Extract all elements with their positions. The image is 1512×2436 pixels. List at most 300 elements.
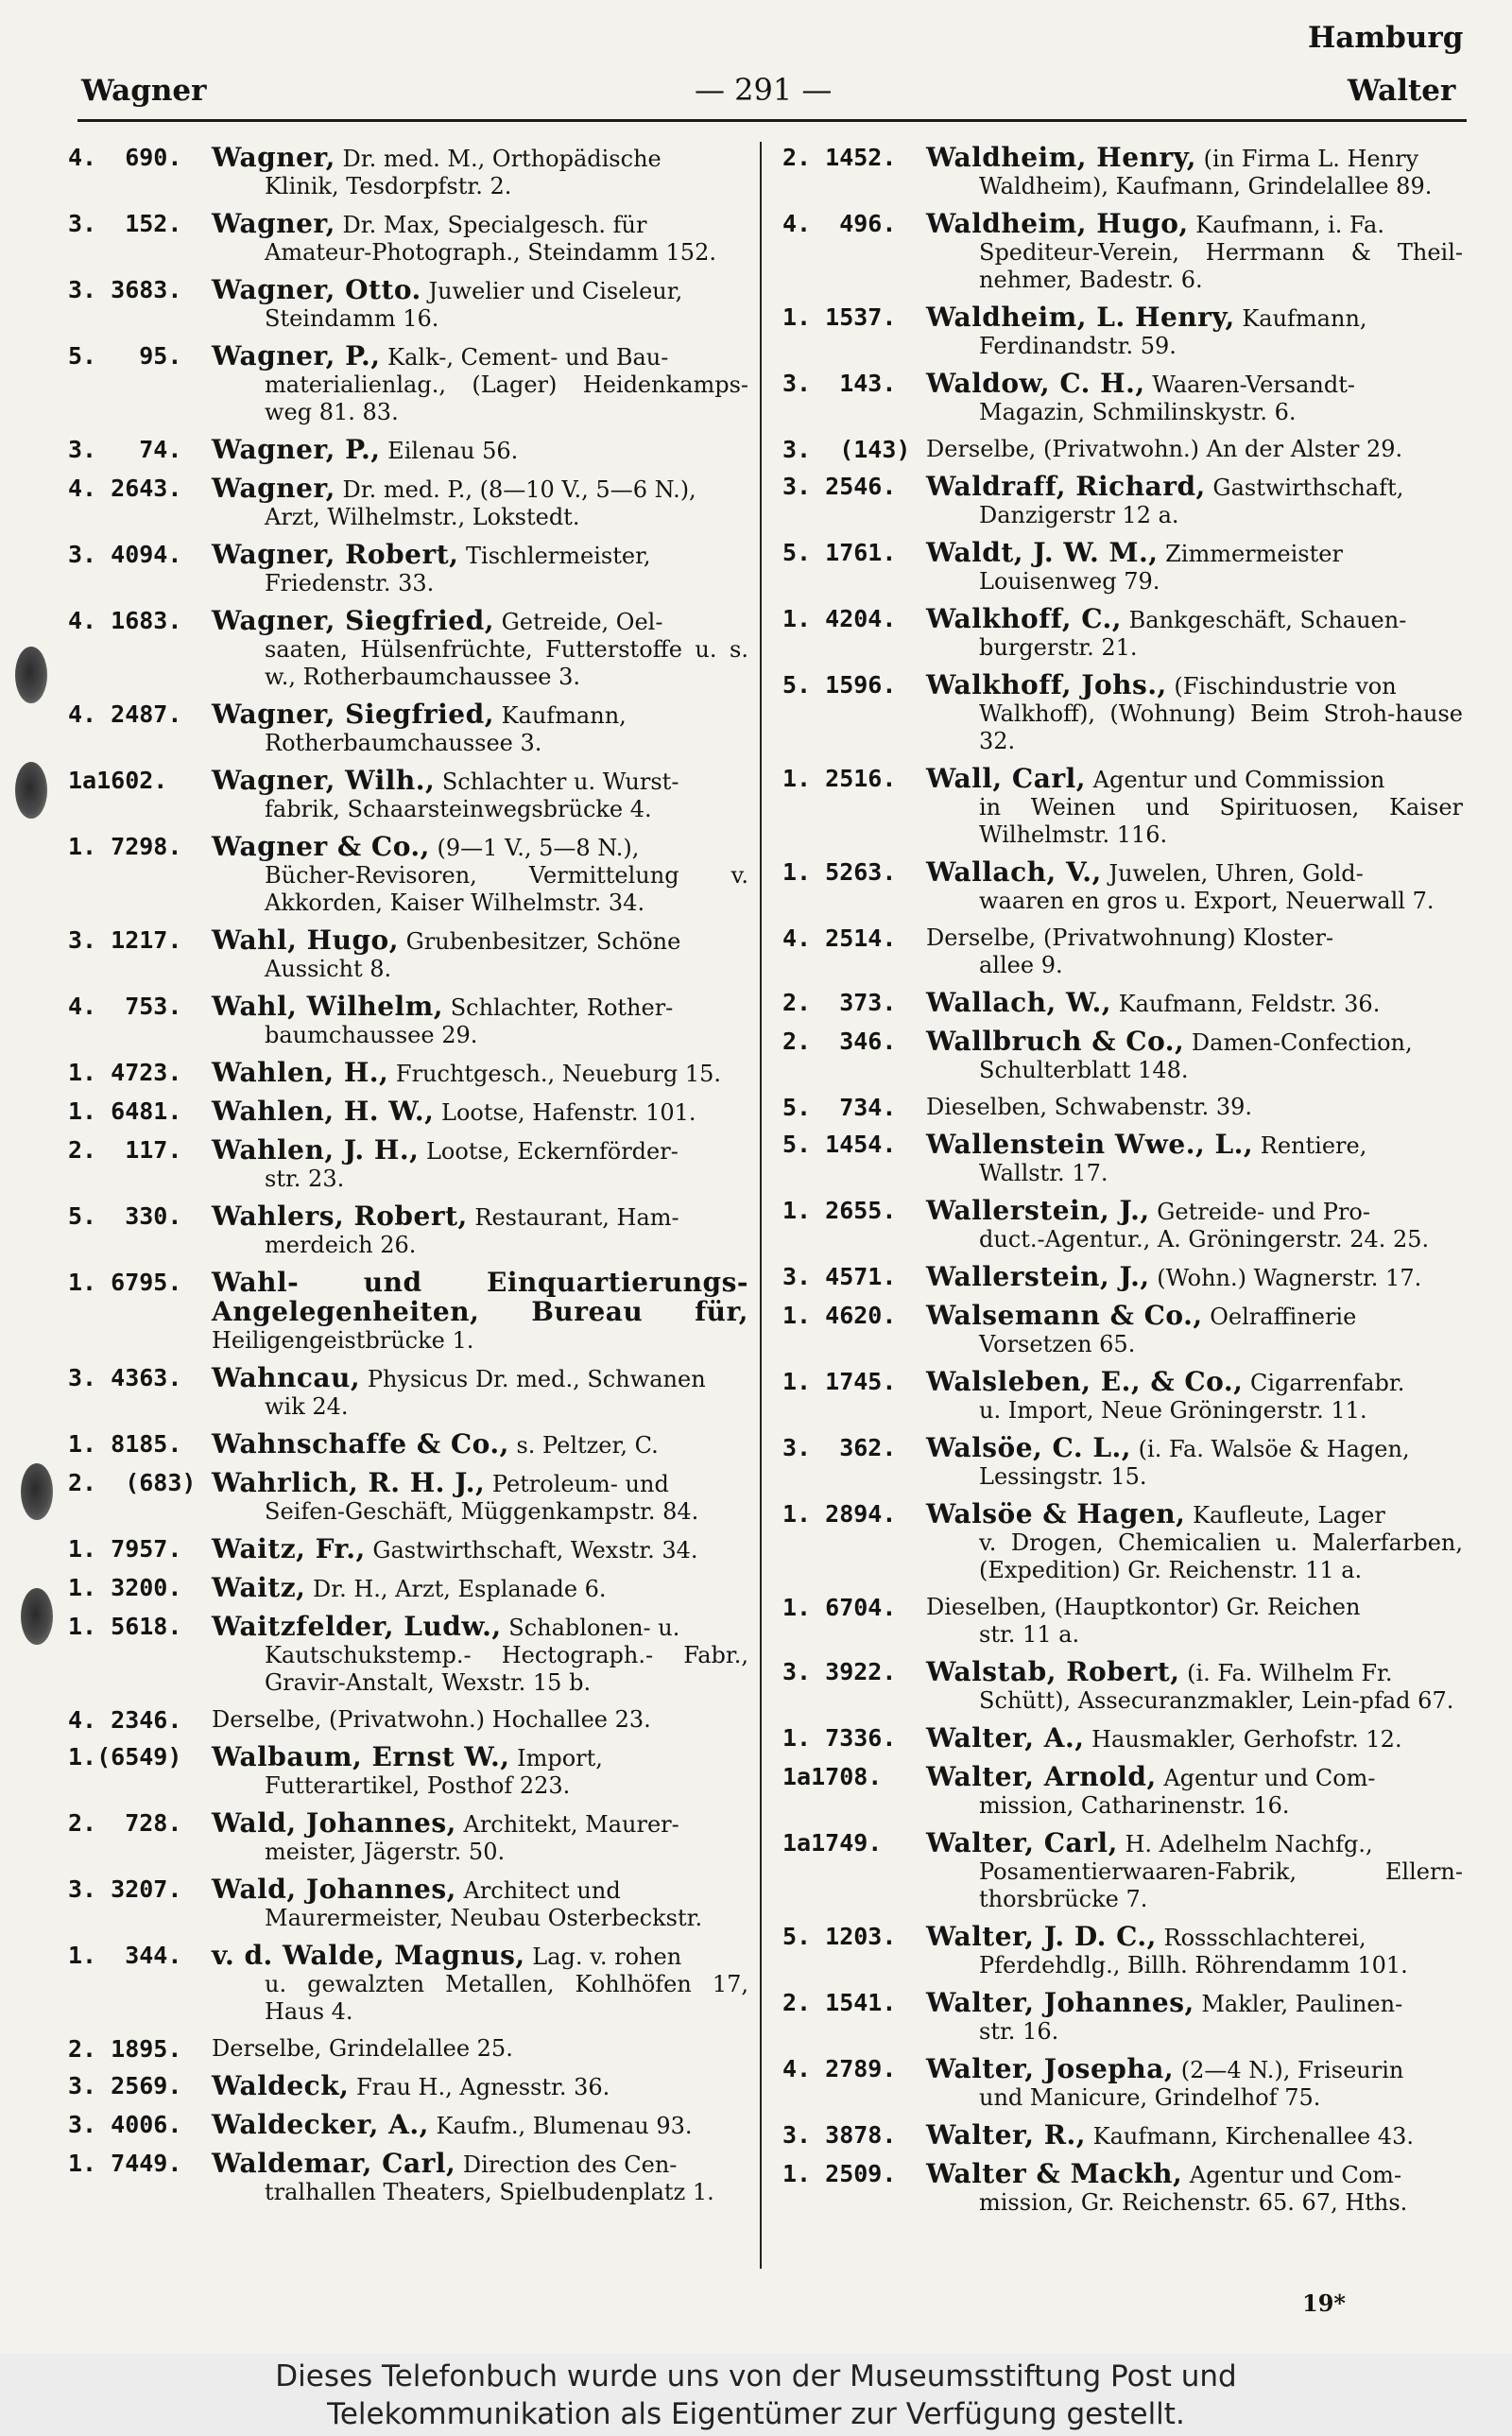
entry-text: H. Adelhelm Nachfg., [1125, 1831, 1373, 1857]
entry-text: Derselbe, (Privatwohnung) Kloster- [926, 924, 1334, 951]
entry-body [212, 1743, 748, 1800]
directory-entry [782, 671, 1463, 755]
entry-text: Fruchtgesch., Neueburg 15. [395, 1061, 722, 1087]
entry-name: Wald, Johannes, [212, 1874, 456, 1905]
entry-text: (i. Fa. Wilhelm Fr. [1187, 1660, 1393, 1686]
entry-number: 5. 1761. [782, 539, 897, 566]
entry-text: Restaurant, Ham- [474, 1204, 679, 1231]
entry-number: 5. 1454. [782, 1131, 897, 1158]
entry-text: Oelraffinerie [1210, 1304, 1357, 1330]
punch-hole-4 [21, 1588, 53, 1645]
entry-name: Wagner, Siegfried, [212, 605, 494, 636]
directory-entry [782, 1500, 1463, 1584]
entry-text: Physicus Dr. med., Schwanen [367, 1366, 706, 1392]
entry-number: 1. 2655. [782, 1197, 897, 1224]
directory-entry [68, 2072, 748, 2101]
entry-text: Direction des Cen- [462, 2151, 678, 2178]
entry-continuation: in Weinen und Spirituosen, Kaiser Wilhelmstr. 116. [979, 794, 1463, 848]
directory-entry [68, 767, 748, 823]
entry-name: Walter, Carl, [926, 1827, 1118, 1858]
entry-number: 3. 2569. [68, 2072, 182, 2099]
entry-number: 1. 4204. [782, 605, 897, 632]
entry-number: 1. 6704. [782, 1594, 897, 1621]
entry-body [926, 1989, 1463, 2046]
directory-entry [782, 1131, 1463, 1187]
entry-body [212, 1706, 748, 1734]
entry-number: 1. 8185. [68, 1430, 182, 1458]
entry-body [926, 1028, 1463, 1084]
entry-continuation: str. 11 a. [979, 1621, 1080, 1648]
entry-name: Walkhoff, C., [926, 603, 1122, 634]
entry-name: Wagner, [212, 142, 335, 173]
entry-number: 1. 344. [68, 1942, 182, 1969]
entry-number: 1. 2894. [782, 1500, 897, 1528]
entry-continuation: u. gewalzten Metallen, Kohlhöfen 17, Haus 4. [265, 1971, 748, 2025]
entry-number: 3. 152. [68, 210, 182, 237]
entry-number: 4. 2346. [68, 1706, 182, 1734]
entry-number: 1. 5618. [68, 1613, 182, 1640]
entry-name: Wahl, Wilhelm, [212, 991, 444, 1022]
entry-text: Agentur und Com- [1189, 2162, 1402, 2188]
column-divider [760, 142, 762, 2269]
entry-number: 1a1602. [68, 767, 168, 794]
entry-text: Agentur und Com- [1163, 1765, 1376, 1791]
directory-entry [68, 993, 748, 1049]
directory-entry [782, 210, 1463, 294]
entry-text: Kaufleute, Lager [1193, 1502, 1385, 1529]
entry-text: Bankgeschäft, Schauen- [1128, 607, 1407, 633]
entry-name: Wahnschaffe & Co., [212, 1428, 509, 1460]
entry-name: Walter, Johannes, [926, 1987, 1194, 2018]
entry-name: Wallbruch & Co., [926, 1026, 1185, 1057]
entry-continuation: Arzt, Wilhelmstr., Lokstedt. [265, 504, 580, 530]
entry-continuation: Futterartikel, Posthof 223. [265, 1772, 571, 1799]
entry-continuation: Bücher-Revisoren, Vermittelung v. Akkorden, Kaiser Wilhelmstr. 34. [265, 862, 748, 916]
entry-number: 3. 4363. [68, 1364, 182, 1391]
entry-text: Import, [517, 1745, 603, 1771]
entry-continuation: merdeich 26. [265, 1232, 417, 1258]
directory-entry [68, 144, 748, 200]
entry-number: 3. 1217. [68, 926, 182, 954]
entry-body [212, 144, 748, 200]
entry-text: Schlachter, Rother- [450, 994, 674, 1021]
directory-entry [68, 436, 748, 465]
entry-body [926, 924, 1463, 979]
entry-number: 3. 74. [68, 436, 182, 463]
entry-continuation: burgerstr. 21. [979, 634, 1138, 661]
entry-number: 3. 3207. [68, 1875, 182, 1903]
footer-line-1: Dieses Telefonbuch wurde uns von der Museumsstiftung Post und [275, 2359, 1237, 2393]
entry-name: Wahl- und Einquartierungs-Angelegenheiten, Bureau für, [212, 1267, 748, 1327]
entry-name: Walter, Josepha, [926, 2053, 1175, 2084]
header-rule [77, 119, 1467, 122]
entry-text: Hausmakler, Gerhofstr. 12. [1091, 1726, 1402, 1753]
entry-number: 1. 7336. [782, 1724, 897, 1752]
entry-continuation: Pferdehdlg., Billh. Röhrendamm 101. [979, 1952, 1408, 1978]
entry-text: Rossschlachterei, [1163, 1925, 1366, 1951]
entry-text: Derselbe, (Privatwohn.) Hochallee 23. [212, 1706, 651, 1733]
directory-entry [68, 1269, 748, 1355]
entry-number: 1. 7449. [68, 2150, 182, 2177]
directory-entry [68, 210, 748, 267]
entry-continuation: und Manicure, Grindelhof 75. [979, 2084, 1321, 2111]
entry-name: Wagner, [212, 473, 335, 504]
entry-body [212, 1613, 748, 1697]
punch-hole-3 [21, 1463, 53, 1520]
entry-text: Eilenau 56. [387, 438, 519, 464]
entry-continuation: Ferdinandstr. 59. [979, 333, 1177, 359]
entry-name: Wall, Carl, [926, 763, 1086, 794]
entry-name: Waldeck, [212, 2070, 350, 2101]
punch-hole-1 [15, 647, 47, 703]
entry-number: 3. 4571. [782, 1263, 897, 1290]
entry-text: Zimmermeister [1165, 541, 1343, 567]
entry-number: 4. 2789. [782, 2055, 897, 2082]
entry-continuation: baumchaussee 29. [265, 1022, 478, 1048]
entry-body [926, 989, 1463, 1018]
entry-number: 5. 1203. [782, 1923, 897, 1950]
entry-text: Heiligengeistbrücke 1. [212, 1327, 474, 1354]
entry-name: Waitz, [212, 1572, 306, 1603]
entry-name: Walsöe, C. L., [926, 1432, 1132, 1463]
entry-number: 1. 2509. [782, 2160, 897, 2187]
footer-line-2: Telekommunikation als Eigentümer zur Verfügung gestellt. [327, 2397, 1185, 2431]
entry-continuation: Seifen-Geschäft, Müggenkampstr. 84. [265, 1498, 699, 1525]
directory-entry [782, 2160, 1463, 2217]
entry-body [212, 767, 748, 823]
entry-name: Wallach, W., [926, 987, 1112, 1018]
entry-name: Waitzfelder, Ludw., [212, 1611, 502, 1642]
entry-body [212, 2150, 748, 2206]
entry-text: Derselbe, Grindelallee 25. [212, 2035, 513, 2062]
entry-body [926, 1829, 1463, 1913]
directory-entry [782, 1263, 1463, 1292]
directory-entry [68, 1202, 748, 1259]
directory-entry [782, 989, 1463, 1018]
copyright-footer [0, 2354, 1512, 2436]
entry-continuation: Schütt), Assecuranzmakler, Lein-pfad 67. [979, 1687, 1454, 1714]
header-page-number: — 291 — [695, 72, 833, 108]
entry-name: Walter & Mackh, [926, 2158, 1183, 2189]
directory-entry [782, 303, 1463, 360]
entry-number: 2. 346. [782, 1028, 897, 1055]
entry-text: Dr. H., Arzt, Esplanade 6. [313, 1576, 607, 1602]
entry-text: Grubenbesitzer, Schöne [405, 928, 681, 955]
entry-number: 1. 7298. [68, 833, 182, 860]
entry-name: Wahlers, Robert, [212, 1201, 468, 1232]
entry-body [926, 1434, 1463, 1491]
entry-body [926, 858, 1463, 915]
entry-text: Dr. Max, Specialgesch. für [342, 212, 647, 238]
entry-text: Kaufmann, Feldstr. 36. [1118, 991, 1381, 1017]
entry-name: Walter, J. D. C., [926, 1921, 1157, 1952]
entry-name: v. d. Walde, Magnus, [212, 1940, 525, 1971]
directory-entry [68, 2035, 748, 2063]
directory-entry [68, 1535, 748, 1564]
entry-text: Kaufmann, [1242, 305, 1367, 332]
directory-entry [68, 1097, 748, 1127]
entry-body [212, 607, 748, 691]
directory-entry [782, 1594, 1463, 1649]
entry-text: Kaufmann, Kirchenallee 43. [1092, 2123, 1414, 2150]
entry-text: Getreide- und Pro- [1157, 1199, 1370, 1225]
entry-text: Rentiere, [1260, 1132, 1367, 1159]
entry-text: Dieselben, Schwabenstr. 39. [926, 1094, 1253, 1120]
entry-number: 5. 734. [782, 1094, 897, 1121]
entry-continuation: meister, Jägerstr. 50. [265, 1839, 506, 1865]
entry-name: Wahlen, H. W., [212, 1096, 435, 1127]
entry-name: Wallerstein, J., [926, 1195, 1150, 1226]
entry-name: Wahncau, [212, 1362, 361, 1393]
entry-text: s. Peltzer, C. [516, 1432, 659, 1459]
entry-continuation: Wallstr. 17. [979, 1160, 1108, 1186]
entry-name: Walkhoff, Johs., [926, 669, 1167, 700]
entry-body [212, 2111, 748, 2140]
entry-continuation: mission, Gr. Reichenstr. 65. 67, Hths. [979, 2189, 1408, 2216]
directory-entry [68, 1942, 748, 2026]
entry-number: 3. (143) [782, 436, 911, 463]
entry-name: Waldow, C. H., [926, 368, 1145, 399]
entry-number: 4. 2514. [782, 924, 897, 952]
entry-body [926, 1923, 1463, 1979]
entry-continuation: mission, Catharinenstr. 16. [979, 1792, 1290, 1819]
header-city: Hamburg [1308, 21, 1464, 55]
entry-body [926, 303, 1463, 360]
entry-name: Walsleben, E., & Co., [926, 1366, 1244, 1397]
entry-number: 3. 3683. [68, 276, 182, 303]
entry-number: 3. 2546. [782, 473, 897, 500]
entry-number: 3. 4006. [68, 2111, 182, 2138]
entry-name: Waldheim, Henry, [926, 142, 1197, 173]
entry-text: Architekt, Maurer- [463, 1811, 679, 1838]
entry-number: 5. 95. [68, 342, 182, 370]
entry-continuation: Magazin, Schmilinskystr. 6. [979, 399, 1297, 425]
entry-body [926, 1724, 1463, 1754]
entry-body [212, 1136, 748, 1193]
directory-entry [68, 1743, 748, 1800]
directory-entry [68, 2150, 748, 2206]
entry-name: Wagner, Robert, [212, 539, 459, 570]
entry-text: Dr. med. P., (8—10 V., 5—6 N.), [342, 476, 696, 503]
entry-text: Kaufmann, i. Fa. [1195, 212, 1384, 238]
entry-text: Damen-Confection, [1191, 1029, 1413, 1056]
directory-entry [68, 700, 748, 757]
entry-name: Walter, R., [926, 2119, 1087, 2151]
entry-body [926, 2160, 1463, 2217]
entry-name: Waldt, J. W. M., [926, 537, 1159, 568]
right-column [782, 144, 1463, 2226]
directory-entry [782, 436, 1463, 463]
entry-continuation: saaten, Hülsenfrüchte, Futterstoffe u. s. w., Rotherbaumchaussee 3. [265, 636, 748, 690]
entry-text: Petroleum- und [491, 1471, 669, 1497]
entry-continuation: Aussicht 8. [265, 956, 392, 982]
directory-entry [782, 370, 1463, 426]
entry-continuation: allee 9. [979, 952, 1063, 978]
entry-name: Wagner, [212, 208, 335, 239]
entry-continuation: fabrik, Schaarsteinwegsbrücke 4. [265, 796, 652, 822]
directory-entry [68, 1809, 748, 1866]
entry-name: Wagner, Siegfried, [212, 699, 494, 730]
directory-entry [68, 475, 748, 531]
directory-entry [68, 1706, 748, 1734]
entry-number: 1. 1537. [782, 303, 897, 331]
entry-text: Agentur und Commission [1092, 767, 1385, 793]
entry-body [926, 436, 1463, 463]
entry-name: Walter, Arnold, [926, 1761, 1157, 1792]
entry-number: 2. 728. [68, 1809, 182, 1837]
entry-text: Kaufm., Blumenau 93. [436, 2113, 693, 2139]
entry-body [926, 1594, 1463, 1649]
entry-name: Walstab, Robert, [926, 1656, 1180, 1687]
entry-name: Walbaum, Ernst W., [212, 1741, 510, 1772]
entry-continuation: waaren en gros u. Export, Neuerwall 7. [979, 888, 1435, 914]
entry-body [926, 1094, 1463, 1121]
entry-body [926, 1263, 1463, 1292]
entry-number: 2. (683) [68, 1469, 197, 1496]
directory-entry [782, 1197, 1463, 1253]
entry-body [926, 2055, 1463, 2112]
entry-number: 1. 7957. [68, 1535, 182, 1563]
entry-continuation: Steindamm 16. [265, 305, 439, 332]
entry-body [926, 1131, 1463, 1187]
entry-text: Gastwirthschaft, [1212, 475, 1404, 501]
entry-number: 1. 2516. [782, 765, 897, 792]
entry-body [926, 210, 1463, 294]
entry-continuation: tralhallen Theaters, Spielbudenplatz 1. [265, 2179, 714, 2205]
entry-body [926, 1197, 1463, 1253]
directory-entry [68, 607, 748, 691]
entry-body [212, 541, 748, 597]
entry-number: 1. 6481. [68, 1097, 182, 1125]
entry-continuation: u. Import, Neue Gröningerstr. 11. [979, 1397, 1367, 1424]
entry-number: 1. 3200. [68, 1574, 182, 1601]
entry-body [212, 1875, 748, 1932]
entry-text: (Wohn.) Wagnerstr. 17. [1157, 1265, 1422, 1291]
entry-number: 1. 1745. [782, 1368, 897, 1395]
directory-entry [68, 926, 748, 983]
directory-entry [68, 541, 748, 597]
directory-entry [782, 1434, 1463, 1491]
entry-text: Frau H., Agnesstr. 36. [356, 2074, 610, 2100]
entry-body [926, 1500, 1463, 1584]
entry-name: Wagner, Wilh., [212, 765, 436, 796]
entry-body [212, 436, 748, 465]
entry-continuation: Amateur-Photograph., Steindamm 152. [265, 239, 716, 266]
entry-name: Waldemar, Carl, [212, 2148, 456, 2179]
entry-body [212, 276, 748, 333]
directory-entry [68, 833, 748, 917]
entry-body [926, 1368, 1463, 1425]
entry-text: Architect und [463, 1877, 621, 1904]
entry-text: Tischlermeister, [466, 543, 651, 569]
directory-entry [68, 276, 748, 333]
entry-continuation: Klinik, Tesdorpfstr. 2. [265, 173, 512, 199]
directory-entry [68, 2111, 748, 2140]
entry-continuation: Rotherbaumchaussee 3. [265, 730, 542, 756]
directory-entry [782, 1829, 1463, 1913]
entry-number: 3. 3922. [782, 1658, 897, 1685]
entry-body [212, 1364, 748, 1421]
entry-text: Gastwirthschaft, Wexstr. 34. [372, 1537, 698, 1564]
entry-name: Waldheim, Hugo, [926, 208, 1189, 239]
entry-text: Schablonen- u. [508, 1615, 680, 1641]
directory-entry [782, 605, 1463, 662]
entry-body [212, 1942, 748, 2026]
entry-number: 3. 362. [782, 1434, 897, 1461]
entry-text: (2—4 N.), Friseurin [1180, 2057, 1404, 2083]
entry-number: 2. 373. [782, 989, 897, 1016]
entry-continuation: Friedenstr. 33. [265, 570, 435, 596]
directory-entry [782, 858, 1463, 915]
entry-continuation: Kautschukstemp.- Hectograph.- Fabr., Gravir-Anstalt, Wexstr. 15 b. [265, 1642, 748, 1696]
entry-name: Wahlen, J. H., [212, 1134, 420, 1166]
entry-text: Getreide, Oel- [501, 609, 663, 635]
left-column [68, 144, 748, 2216]
entry-body [926, 473, 1463, 529]
entry-name: Wagner, Otto. [212, 274, 421, 305]
directory-entry [782, 1028, 1463, 1084]
entry-body [212, 700, 748, 757]
entry-continuation: duct.-Agentur., A. Gröningerstr. 24. 25. [979, 1226, 1430, 1253]
entry-body [212, 1097, 748, 1127]
entry-continuation: Posamentierwaaren-Fabrik, Ellern-thorsbrücke 7. [979, 1858, 1463, 1912]
entry-text: Dieselben, (Hauptkontor) Gr. Reichen [926, 1594, 1361, 1620]
entry-number: 1a1708. [782, 1763, 883, 1790]
directory-entry [782, 539, 1463, 596]
entry-text: Juwelen, Uhren, Gold- [1108, 860, 1364, 887]
entry-text: Dr. med. M., Orthopädische [342, 146, 662, 172]
directory-entry [782, 1368, 1463, 1425]
directory-entry [782, 2055, 1463, 2112]
entry-name: Waldheim, L. Henry, [926, 302, 1235, 333]
entry-name: Wallenstein Wwe., L., [926, 1129, 1254, 1160]
entry-body [926, 671, 1463, 755]
entry-body [926, 1658, 1463, 1715]
entry-body [212, 210, 748, 267]
entry-continuation: Waldheim), Kaufmann, Grindelallee 89. [979, 173, 1433, 199]
entry-body [212, 1269, 748, 1355]
entry-body [926, 370, 1463, 426]
entry-text: (Fischindustrie von [1174, 673, 1397, 700]
entry-number: 1. 6795. [68, 1269, 182, 1296]
entry-continuation: Lessingstr. 15. [979, 1463, 1147, 1490]
directory-entry [782, 473, 1463, 529]
entry-body [212, 833, 748, 917]
entry-number: 4. 2487. [68, 700, 182, 728]
entry-text: (9—1 V., 5—8 N.), [437, 835, 640, 861]
entry-name: Wahrlich, R. H. J., [212, 1467, 486, 1498]
entry-number: 4. 496. [782, 210, 897, 237]
directory-entry [782, 1094, 1463, 1121]
entry-text: (in Firma L. Henry [1203, 146, 1419, 172]
entry-body [212, 475, 748, 531]
entry-number: 2. 117. [68, 1136, 182, 1164]
entry-text: Juwelier und Ciseleur, [428, 278, 683, 304]
entry-name: Walter, A., [926, 1722, 1085, 1754]
directory-entry [782, 144, 1463, 200]
entry-text: Cigarrenfabr. [1249, 1370, 1405, 1396]
entry-body [926, 2121, 1463, 2151]
directory-entry [68, 1430, 748, 1460]
entry-number: 4. 1683. [68, 607, 182, 634]
entry-text: Schlachter u. Wurst- [441, 769, 679, 795]
entry-name: Waldraff, Richard, [926, 471, 1206, 502]
directory-entry [782, 1302, 1463, 1358]
entry-name: Wallerstein, J., [926, 1261, 1150, 1292]
page-footnote: 19* [1302, 2289, 1346, 2317]
directory-entry [782, 924, 1463, 979]
entry-name: Wagner & Co., [212, 831, 430, 862]
